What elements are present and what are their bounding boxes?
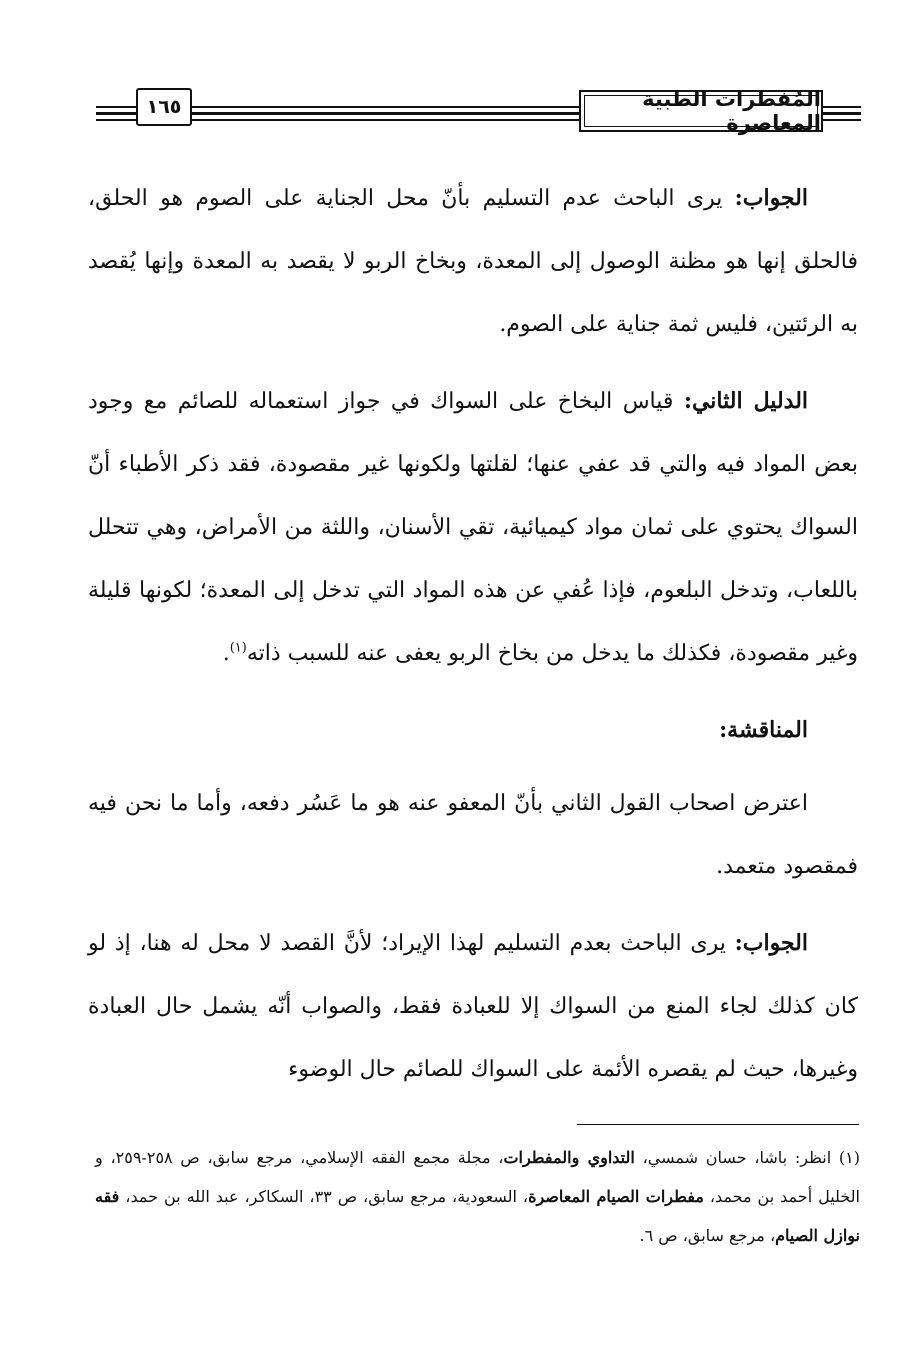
page-number: ١٦٥ xyxy=(136,88,192,126)
footnote xyxy=(95,1138,860,1255)
paragraph-text: يرى الباحث بعدم التسليم لهذا الإيراد؛ لأنَّ القصد لا محل له هنا، إذ لو كان كذلك لجاء المنع من السواك إلا للعبادة فقط، والصواب أنّه يشمل حال العبادة وغيرها، حيث لم يقصره الأئمة على السواك للصائم حال الوضوء xyxy=(88,931,858,1082)
main-text xyxy=(88,167,858,1101)
paragraph-lead: الدليل الثاني: xyxy=(683,388,809,414)
footnote-title: التداوي والمفطرات xyxy=(503,1148,635,1167)
paragraph-text: اعترض اصحاب القول الثاني بأنّ المعفو عنه هو ما عَسُر دفعه، وأما ما نحن فيه فمقصود متعمد. xyxy=(88,791,858,879)
footnote-text: ، مجلة مجمع الفقه الإسلامي، مرجع سابق، ص ٢٥٨-٢٥٩، و الخليل أحمد بن محمد، xyxy=(95,1148,861,1206)
paragraph-text: يرى الباحث عدم التسليم بأنّ محل الجناية على الصوم هو الحلق، فالحلق إنها هو مظنة الوصول إلى المعدة، وبخاخ الربو لا يقصد به المعدة وإنها يُقصد به الرئتين، فليس ثمة جناية على الصوم. xyxy=(88,186,858,337)
running-title: المُفطرات الطبية المعاصرة xyxy=(579,90,823,132)
paragraph-answer-1 xyxy=(88,167,858,356)
paragraph-objection xyxy=(88,772,858,898)
page-header xyxy=(96,84,861,134)
footnote-text: انظر: باشا، حسان شمسي، xyxy=(634,1148,839,1167)
paragraph-lead: الجواب: xyxy=(734,930,808,956)
section-heading: المناقشة: xyxy=(719,717,808,743)
paragraph-second-evidence xyxy=(88,370,858,685)
footnote-text: ، مرجع سابق، ص ٦. xyxy=(639,1226,776,1245)
footnote-text: ، السعودية، مرجع سابق، ص ٣٣، السكاكر، عبد الله بن حمد، xyxy=(119,1187,529,1206)
paragraph-answer-2 xyxy=(88,912,858,1101)
footnote-separator xyxy=(577,1124,859,1125)
footnote-reference: (١) xyxy=(229,640,247,656)
footnote-title: فقه نوازل الصيام xyxy=(95,1187,860,1245)
paragraph-text: قياس البخاخ على السواك في جواز استعماله للصائم مع وجود بعض المواد فيه والتي قد عفي عنها؛ لقلتها ولكونها غير مقصودة، فقد ذكر الأطباء أنّ السواك يحتوي على ثمان مواد كيميائية، تقي الأسنان، واللثة من الأمراض، وهي تتحلل باللعاب، وتدخل البلعوم، فإذا عُفي عن هذه المواد التي تدخل إلى المعدة؛ لكونها قليلة وغير مقصودة، فكذلك ما يدخل من بخاخ الربو يعفى عنه للسبب ذاته xyxy=(88,389,858,666)
paragraph-lead: الجواب: xyxy=(734,185,808,211)
paragraph-end: . xyxy=(222,641,230,666)
footnote-marker: (١) xyxy=(838,1148,861,1167)
footnote-title: مفطرات الصيام المعاصرة xyxy=(528,1187,704,1206)
